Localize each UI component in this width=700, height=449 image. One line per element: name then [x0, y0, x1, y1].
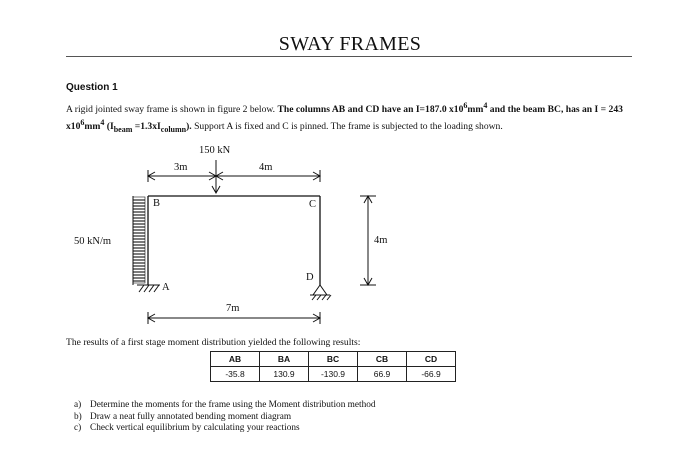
results-table — [210, 351, 456, 382]
task-marker: a) — [74, 400, 82, 410]
task-text: Check vertical equilibrium by calculating your reactions — [90, 423, 300, 433]
dimension-4m-top-label: 4m — [259, 162, 273, 173]
node-d-label: D — [306, 272, 314, 283]
dimension-span-label: 7m — [226, 303, 240, 314]
header-cb: CB — [358, 352, 407, 367]
task-marker: b) — [74, 411, 82, 422]
task-marker: c) — [74, 423, 82, 433]
page-title: SWAY FRAMES — [278, 33, 422, 55]
dimension-height-label: 4m — [374, 235, 388, 246]
header-bc: BC — [309, 352, 358, 367]
task-item — [74, 400, 376, 412]
value-ab: -35.8 — [211, 367, 260, 382]
task-text: Determine the moments for the frame using the Moment distribution method — [90, 400, 376, 410]
question-heading: Question 1 — [66, 82, 118, 93]
value-cd: -66.9 — [407, 367, 456, 382]
point-load-label: 150 kN — [199, 145, 231, 156]
dimension-3m-label: 3m — [174, 162, 188, 173]
task-item — [74, 423, 376, 435]
header-cd: CD — [407, 352, 456, 367]
column-inertia-text: The columns AB and CD have an I=187.0 $x10^6mm^4$ and the beam BC, has an I = 243 $x10^6mm^4$ $(I_{beam} =1.3xI_{column})$. — [66, 101, 623, 134]
value-ba: 130.9 — [260, 367, 309, 382]
node-a-label: A — [162, 282, 170, 293]
question-intro: A rigid jointed sway frame is shown in figure 2 below. — [66, 104, 278, 116]
node-c-label: C — [309, 199, 317, 210]
fixed-support-a — [137, 285, 160, 292]
question-support-text: Support A is fixed and C is pinned. The frame is subjected to the loading shown. — [191, 120, 503, 132]
value-bc: -130.9 — [309, 367, 358, 382]
task-text: Draw a neat fully annotated bending moment diagram — [90, 411, 292, 422]
results-value-row — [211, 367, 456, 382]
header-ba: BA — [260, 352, 309, 367]
value-cb: 66.9 — [358, 367, 407, 382]
node-b-label: B — [153, 198, 161, 209]
udl-label: 50 kN/m — [74, 236, 112, 247]
header-ab: AB — [211, 352, 260, 367]
results-header-row — [211, 352, 456, 367]
udl-arrows — [133, 196, 145, 285]
task-item — [74, 412, 376, 424]
pinned-support-d — [310, 285, 331, 300]
task-list — [74, 400, 376, 435]
results-intro: The results of a first stage moment distribution yielded the following results: — [66, 337, 361, 348]
